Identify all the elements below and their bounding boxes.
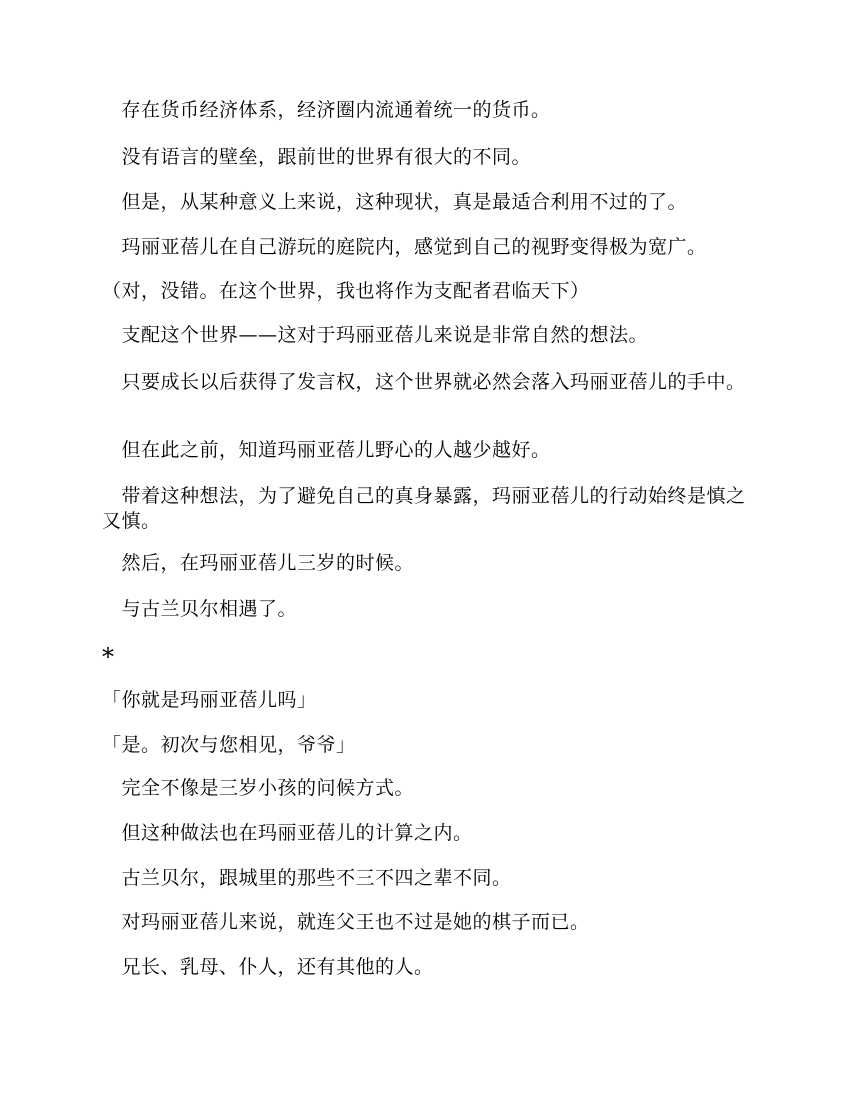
paragraph: 然后，在玛丽亚蓓儿三岁的时候。 bbox=[102, 552, 415, 574]
paragraph: 带着这种想法，为了避免自己的真身暴露，玛丽亚蓓儿的行动始终是慎之又慎。 bbox=[102, 485, 746, 532]
dialogue-line: 「是。初次与您相见，爷爷」 bbox=[102, 734, 356, 756]
paragraph: 但在此之前，知道玛丽亚蓓儿野心的人越少越好。 bbox=[102, 439, 551, 461]
paragraph: 存在货币经济体系，经济圈内流通着统一的货币。 bbox=[102, 99, 551, 121]
paragraph: 没有语言的壁垒，跟前世的世界有很大的不同。 bbox=[102, 146, 532, 168]
paragraph: 玛丽亚蓓儿在自己游玩的庭院内，感觉到自己的视野变得极为宽广。 bbox=[102, 236, 707, 258]
paragraph: 只要成长以后获得了发言权，这个世界就必然会落入玛丽亚蓓儿的手中。 bbox=[102, 371, 746, 393]
paragraph: 支配这个世界——这对于玛丽亚蓓儿来说是非常自然的想法。 bbox=[102, 324, 649, 346]
section-break-asterisk: * bbox=[102, 643, 114, 671]
paragraph: 但这种做法也在玛丽亚蓓儿的计算之内。 bbox=[102, 822, 473, 844]
paragraph: 古兰贝尔，跟城里的那些不三不四之辈不同。 bbox=[102, 867, 512, 889]
paragraph: 完全不像是三岁小孩的问候方式。 bbox=[102, 777, 415, 799]
paragraph: 但是，从某种意义上来说，这种现状，真是最适合利用不过的了。 bbox=[102, 191, 688, 213]
paragraph: 兄长、乳母、仆人，还有其他的人。 bbox=[102, 956, 434, 978]
paragraph: 对玛丽亚蓓儿来说，就连父王也不过是她的棋子而已。 bbox=[102, 911, 590, 933]
paragraph: 与古兰贝尔相遇了。 bbox=[102, 598, 298, 620]
dialogue-line: 「你就是玛丽亚蓓儿吗」 bbox=[102, 689, 317, 711]
paragraph: （对，没错。在这个世界，我也将作为支配者君临天下） bbox=[102, 280, 590, 302]
